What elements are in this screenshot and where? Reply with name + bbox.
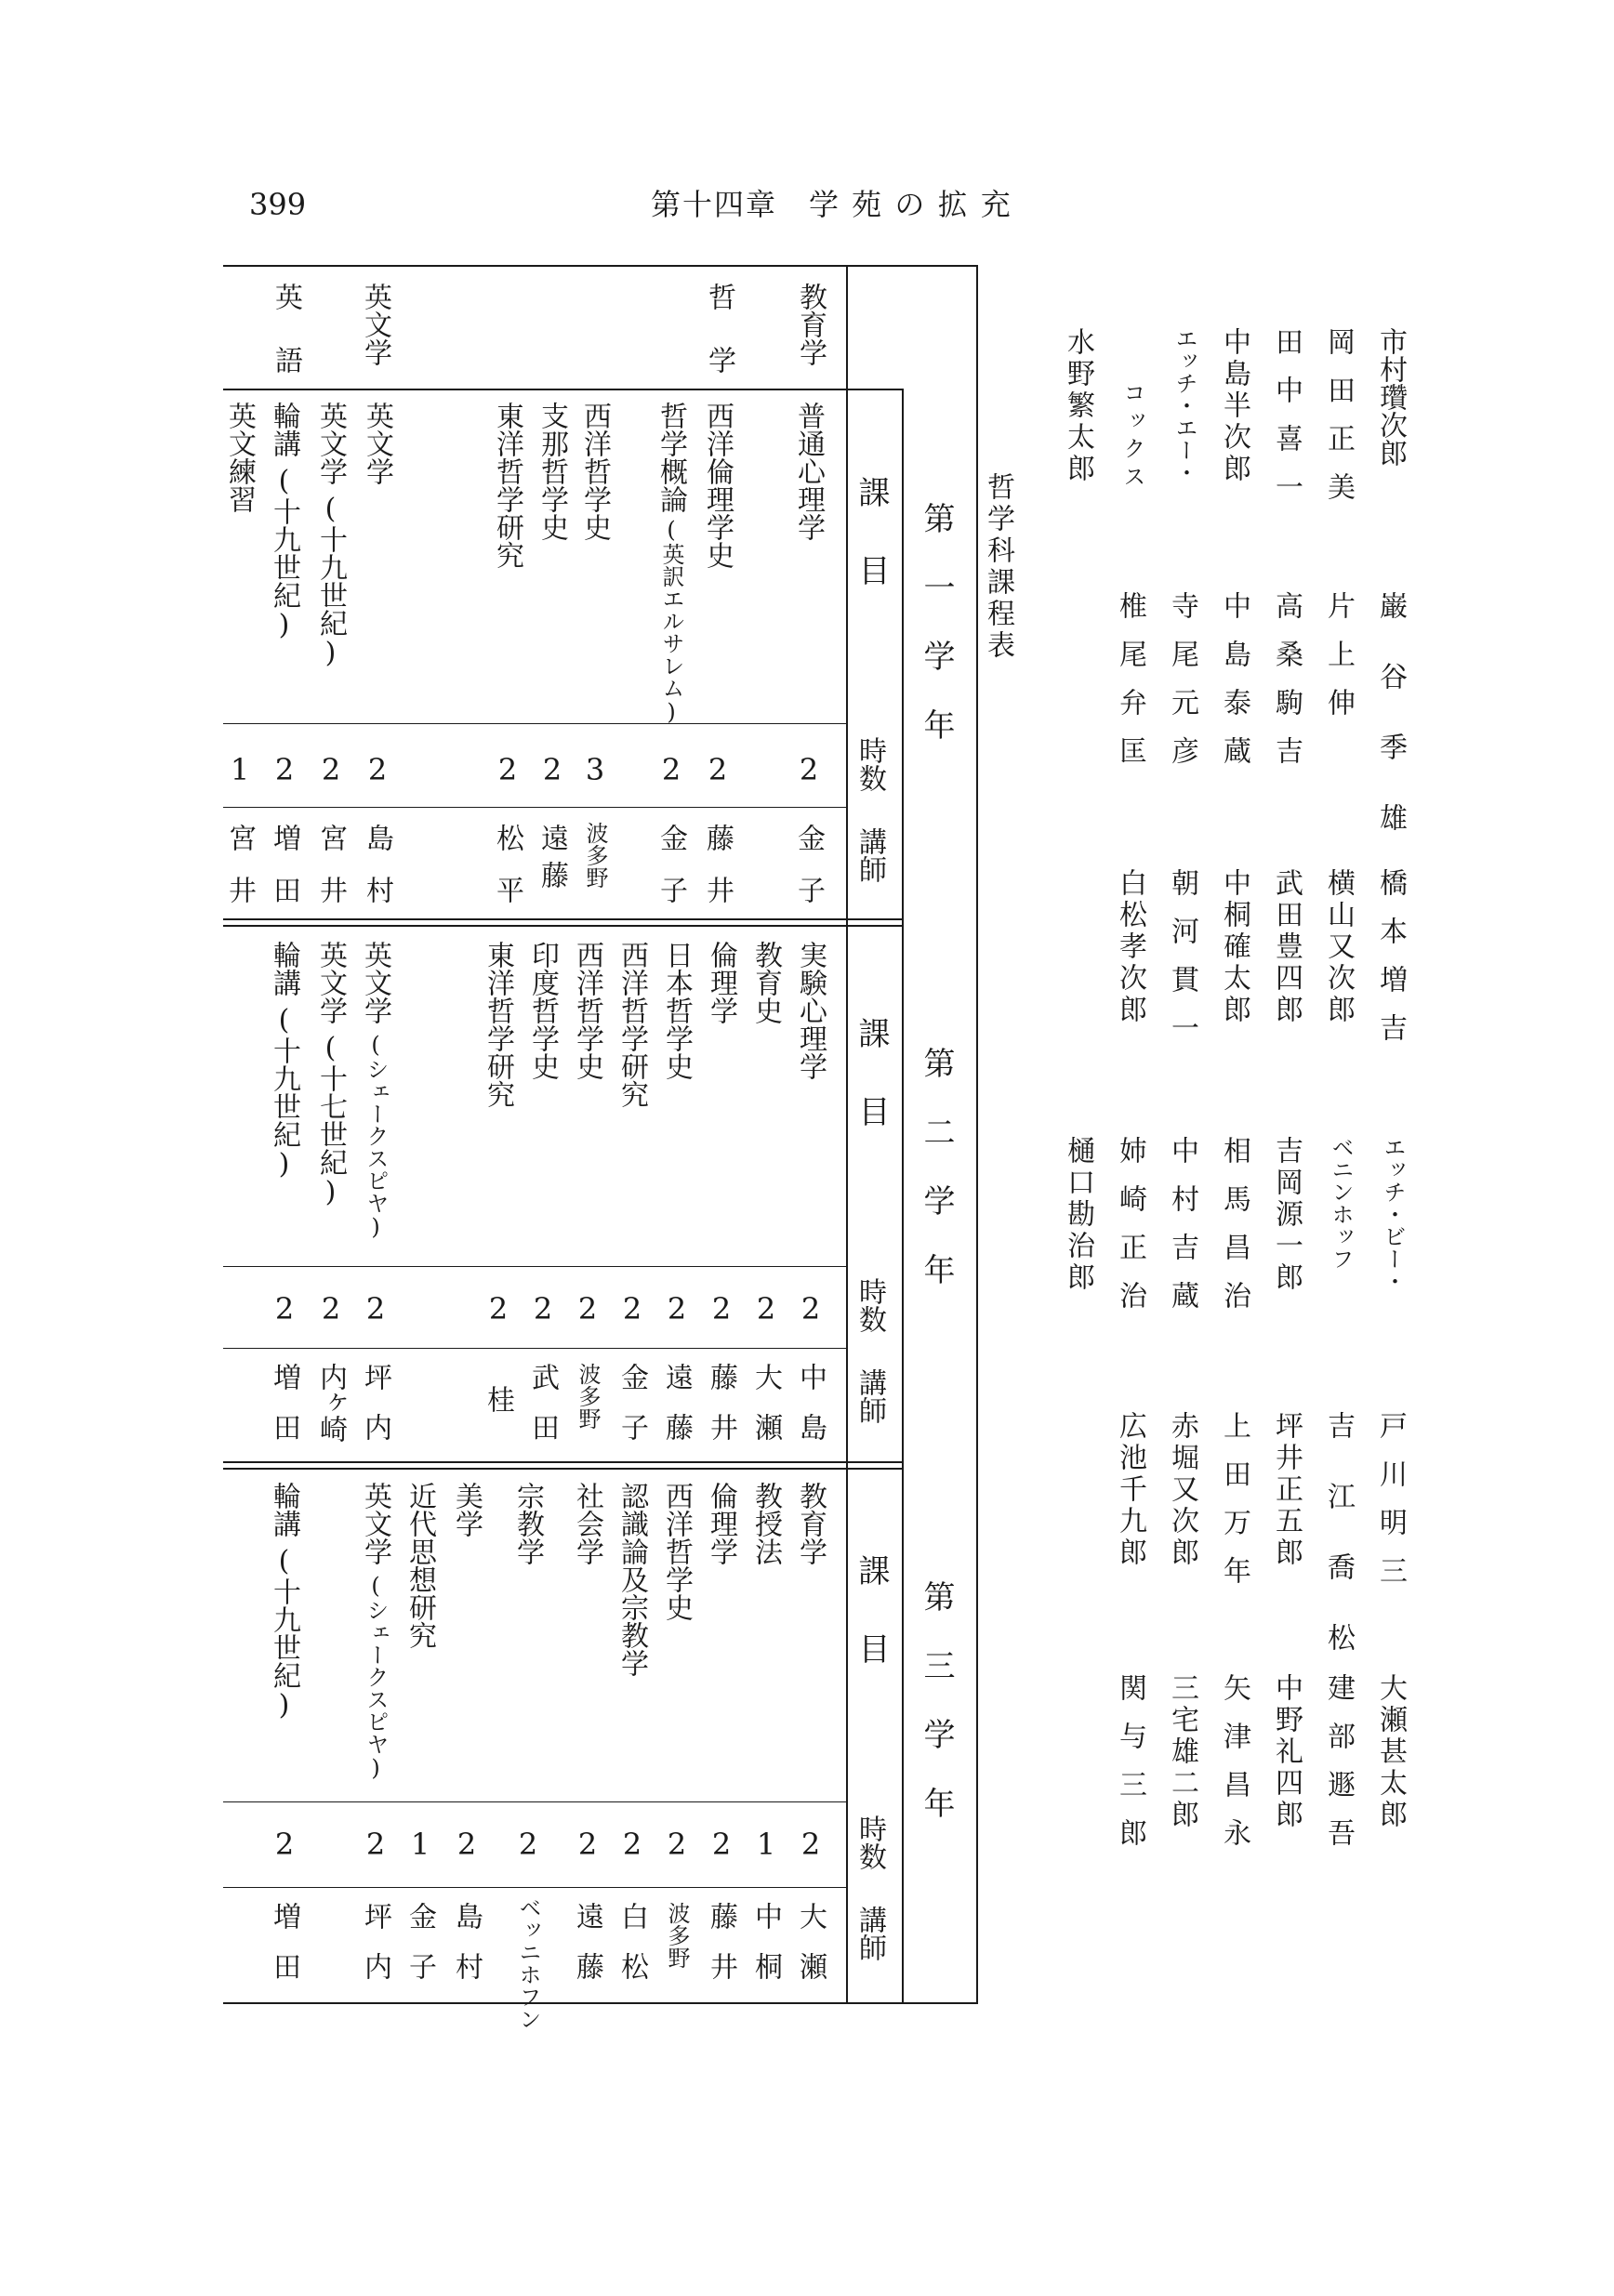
faculty-name: 大瀬甚太郎 — [1374, 1673, 1407, 1831]
year2-hours-header: 時数 — [853, 1277, 886, 1333]
faculty-name: 中野礼四郎 — [1270, 1673, 1303, 1831]
hours: 2 — [577, 1291, 598, 1326]
hours: 2 — [497, 752, 518, 787]
faculty-name: 関与三郎 — [1114, 1673, 1146, 1867]
subject-note: (十九世紀) — [268, 465, 300, 641]
year2-label: 第二学年 — [918, 1047, 955, 1322]
subject-note: (十九世紀) — [268, 1004, 300, 1181]
year3-label: 第三学年 — [918, 1580, 955, 1855]
hours: 2 — [321, 1291, 341, 1326]
lecturer: 増田 — [268, 824, 300, 928]
faculty-name: 片上伸 — [1322, 591, 1355, 736]
subject-note: (十七世紀) — [314, 1032, 347, 1208]
faculty-name: 巌谷季雄 — [1374, 591, 1407, 874]
faculty-name: 中島泰蔵 — [1218, 591, 1250, 785]
subject-note: (十九世紀) — [314, 493, 347, 669]
subject: 倫理学 — [705, 1482, 737, 1565]
dept-kyoikugaku: 教育学 — [794, 283, 827, 366]
lecturer: 藤井 — [705, 1363, 737, 1463]
hours: 2 — [365, 1827, 386, 1862]
hours: 1 — [410, 1827, 430, 1862]
lecturer: 松平 — [491, 824, 523, 928]
faculty-name: 矢津昌永 — [1218, 1673, 1250, 1867]
faculty-name: 三宅雄二郎 — [1166, 1673, 1198, 1831]
faculty-name: 坪井正五郎 — [1270, 1411, 1303, 1569]
hours: 2 — [708, 752, 728, 787]
faculty-name: 吉江喬松 — [1322, 1411, 1355, 1694]
subject: 英文学 — [314, 402, 347, 485]
dept-tetsugaku-2: 学 — [703, 346, 735, 374]
year1-hours-header: 時数 — [853, 736, 886, 792]
faculty-name: 高桑駒吉 — [1270, 591, 1303, 785]
lecturer: 宮井 — [314, 824, 347, 928]
faculty-name: 白松孝次郎 — [1114, 868, 1146, 1026]
subject: 輪講 — [268, 941, 300, 996]
hours: 2 — [321, 752, 341, 787]
subject: 輪講 — [268, 1482, 300, 1537]
subject: 近代思想研究 — [404, 1482, 436, 1649]
lecturer: 金子 — [655, 824, 687, 928]
lecturer: 大瀬 — [794, 1902, 827, 2002]
lecturer: 島村 — [450, 1902, 483, 2002]
hours: 2 — [661, 752, 681, 787]
year1-lecturer-header: 講師 — [853, 827, 886, 883]
hours: 3 — [585, 752, 605, 787]
lecturer: 藤井 — [705, 1902, 737, 2002]
subject: 宗教学 — [511, 1482, 544, 1565]
faculty-name: 広池千九郎 — [1114, 1411, 1146, 1569]
hours: 1 — [756, 1827, 776, 1862]
faculty-name: 姉崎正治 — [1114, 1136, 1146, 1329]
subject: 西洋哲学史 — [571, 941, 603, 1080]
faculty-name: 中島半次郎 — [1218, 327, 1250, 485]
faculty-name: 戸川明三 — [1374, 1411, 1407, 1604]
chapter-title: 第十四章 学 苑 の 拡 充 — [651, 187, 1012, 222]
hours: 2 — [577, 1827, 598, 1862]
faculty-name: 建部遯吾 — [1322, 1673, 1355, 1867]
lecturer: 武田 — [526, 1363, 559, 1463]
lecturer: 中桐 — [749, 1902, 782, 2002]
hours: 2 — [799, 752, 819, 787]
faculty-name: エッチ・エー・ — [1171, 327, 1197, 483]
hours: 2 — [542, 752, 562, 787]
faculty-name: 橋本増吉 — [1374, 868, 1407, 1062]
subject: 英文学 — [361, 402, 393, 485]
faculty-name: 水野繁太郎 — [1062, 327, 1094, 485]
hours: 2 — [622, 1827, 642, 1862]
table-title: 哲学科課程表 — [982, 472, 1014, 662]
subject: 英文学 — [314, 941, 347, 1024]
faculty-name: 上田万年 — [1218, 1411, 1250, 1604]
faculty-name: エッチ・ビー・ — [1380, 1136, 1406, 1292]
subject: 倫理学 — [705, 941, 737, 1024]
faculty-name: 相馬昌治 — [1218, 1136, 1250, 1329]
subject: 教育学 — [794, 1482, 827, 1565]
faculty-name: 寺尾元彦 — [1166, 591, 1198, 785]
year3-hours-header: 時数 — [853, 1814, 886, 1870]
subject: 西洋哲学研究 — [615, 941, 648, 1108]
lecturer: 波多野 — [582, 822, 608, 889]
subject: 普通心理学 — [792, 402, 825, 541]
hours: 2 — [518, 1827, 538, 1862]
lecturer: 坪内 — [359, 1363, 391, 1463]
subject: 支那哲学史 — [536, 402, 568, 541]
hours: 2 — [667, 1291, 687, 1326]
faculty-name: 武田豊四郎 — [1270, 868, 1303, 1026]
year2-subject-header: 課目 — [853, 1017, 890, 1173]
lecturer: 宮井 — [223, 824, 256, 928]
year1-label: 第一学年 — [918, 502, 955, 777]
faculty-name: 中桐確太郎 — [1218, 868, 1250, 1026]
subject: 社会学 — [571, 1482, 603, 1565]
subject-note: (十九世紀) — [268, 1545, 300, 1722]
faculty-name: コックス — [1119, 381, 1145, 493]
hours: 2 — [488, 1291, 509, 1326]
hours: 2 — [367, 752, 388, 787]
subject-note: (シェークスピヤ) — [363, 1573, 389, 1781]
subject: 東洋哲学研究 — [491, 402, 523, 569]
subject: 英文学 — [359, 941, 391, 1024]
lecturer: 波多野 — [575, 1363, 601, 1430]
hours: 2 — [274, 1291, 295, 1326]
hours: 2 — [456, 1827, 477, 1862]
hours: 2 — [711, 1291, 732, 1326]
subject: 西洋倫理学史 — [701, 402, 734, 569]
lecturer: 増田 — [268, 1902, 300, 2002]
lecturer: 遠藤 — [536, 824, 568, 898]
lecturer: 金子 — [615, 1363, 648, 1463]
hours: 2 — [274, 752, 295, 787]
lecturer: ベッニホフン — [515, 1896, 541, 2030]
year1-subject-header: 課目 — [853, 476, 890, 632]
subject: 哲学概論 — [655, 402, 687, 513]
lecturer: 増田 — [268, 1363, 300, 1463]
lecturer: 内ヶ崎 — [314, 1363, 347, 1441]
subject: 美学 — [450, 1482, 483, 1537]
hours: 2 — [711, 1827, 732, 1862]
hours: 2 — [800, 1827, 821, 1862]
faculty-name: 横山又次郎 — [1322, 868, 1355, 1026]
lecturer: 大瀬 — [749, 1363, 782, 1463]
subject: 教育史 — [749, 941, 782, 1024]
page-number: 399 — [249, 187, 307, 222]
lecturer: 中島 — [794, 1363, 827, 1463]
year2-lecturer-header: 講師 — [853, 1368, 886, 1424]
faculty-name: 市村瓚次郎 — [1374, 327, 1407, 467]
faculty-name: 赤堀又次郎 — [1166, 1411, 1198, 1569]
dept-tetsugaku-1: 哲 — [703, 283, 735, 310]
lecturer: 遠藤 — [660, 1363, 693, 1463]
faculty-name: ベニンホッフ — [1328, 1136, 1354, 1270]
faculty-name: 樋口勘治郎 — [1062, 1136, 1094, 1294]
year3-lecturer-header: 講師 — [853, 1906, 886, 1961]
lecturer: 遠藤 — [571, 1902, 603, 2002]
dept-eigo-1: 英 — [270, 283, 302, 310]
lecturer: 坪内 — [359, 1902, 391, 2002]
hours: 2 — [533, 1291, 553, 1326]
subject: 輪講 — [268, 402, 300, 457]
hours: 2 — [274, 1827, 295, 1862]
hours: 2 — [800, 1291, 821, 1326]
hours: 2 — [622, 1291, 642, 1326]
faculty-name: 朝河貫一 — [1166, 868, 1198, 1062]
subject: 英文練習 — [223, 402, 256, 513]
subject: 認識論及宗教学 — [615, 1482, 648, 1677]
lecturer: 金子 — [792, 824, 825, 928]
dept-eigo-2: 語 — [270, 346, 302, 374]
subject: 実験心理学 — [794, 941, 827, 1080]
lecturer: 藤井 — [701, 824, 734, 928]
faculty-name: 椎尾弁匡 — [1114, 591, 1146, 785]
faculty-name: 中村吉蔵 — [1166, 1136, 1198, 1329]
year3-subject-header: 課目 — [853, 1554, 890, 1710]
subject-note: (シェークスピヤ) — [363, 1032, 389, 1240]
hours: 2 — [667, 1827, 687, 1862]
hours: 2 — [365, 1291, 386, 1326]
lecturer: 島村 — [361, 824, 393, 928]
lecturer: 金子 — [404, 1902, 436, 2002]
subject-note: (英訳エルサレム) — [658, 517, 684, 725]
lecturer: 桂 — [482, 1385, 514, 1413]
subject: 日本哲学史 — [660, 941, 693, 1080]
subject: 西洋哲学史 — [660, 1482, 693, 1621]
subject: 英文学 — [359, 1482, 391, 1565]
lecturer: 白松 — [615, 1902, 648, 2002]
faculty-name: 吉岡源一郎 — [1270, 1136, 1303, 1294]
hours: 1 — [230, 752, 250, 787]
subject: 印度哲学史 — [526, 941, 559, 1080]
subject: 東洋哲学研究 — [482, 941, 514, 1108]
faculty-name: 岡田正美 — [1322, 327, 1355, 521]
faculty-name: 田中喜一 — [1270, 327, 1303, 521]
subject: 西洋哲学史 — [578, 402, 611, 541]
lecturer: 波多野 — [664, 1902, 690, 1969]
hours: 2 — [756, 1291, 776, 1326]
subject: 教授法 — [749, 1482, 782, 1565]
dept-eibungaku: 英文学 — [359, 283, 391, 366]
